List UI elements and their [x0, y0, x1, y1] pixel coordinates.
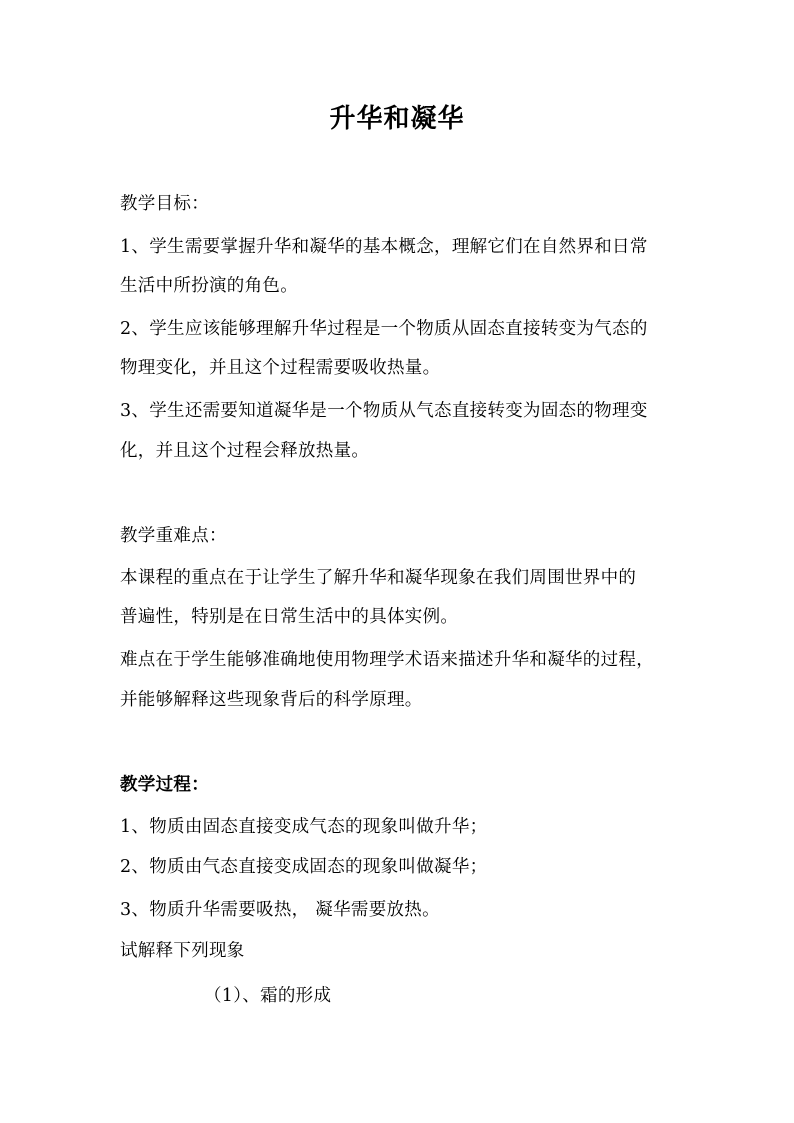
objective-line: 生活中所扮演的角色。: [120, 276, 298, 296]
objective-line: 2、学生应该能够理解升华过程是一个物质从固态直接转变为气态的: [120, 319, 648, 339]
document-title: 升华和凝华: [329, 104, 465, 134]
key-point-line: 普遍性，特别是在日常生活中的具体实例。: [120, 607, 459, 627]
key-points-heading: 教学重难点：: [120, 526, 227, 546]
objective-line: 物理变化，并且这个过程需要吸收热量。: [120, 358, 441, 378]
objective-line: 1、学生需要掌握升华和凝华的基本概念，理解它们在自然界和日常: [120, 237, 648, 257]
key-point-line: 本课程的重点在于让学生了解升华和凝华现象在我们周围世界中的: [120, 568, 637, 588]
process-sub-item: （1）、霜的形成: [204, 986, 332, 1006]
key-point-line: 难点在于学生能够准确地使用物理学术语来描述升华和凝华的过程，: [120, 650, 654, 670]
process-line: 2、物质由气态直接变成固态的现象叫做凝华；: [120, 857, 488, 877]
objective-line: 3、学生还需要知道凝华是一个物质从气态直接转变为固态的物理变: [120, 401, 648, 421]
process-line: 试解释下列现象: [120, 941, 245, 961]
process-line: 3、物质升华需要吸热， 凝华需要放热。: [120, 900, 440, 920]
objective-line: 化，并且这个过程会释放热量。: [120, 441, 370, 461]
objectives-heading: 教学目标：: [120, 194, 209, 214]
process-heading: 教学过程：: [120, 775, 209, 795]
process-line: 1、物质由固态直接变成气态的现象叫做升华；: [120, 817, 488, 837]
key-point-line: 并能够解释这些现象背后的科学原理。: [120, 690, 423, 710]
